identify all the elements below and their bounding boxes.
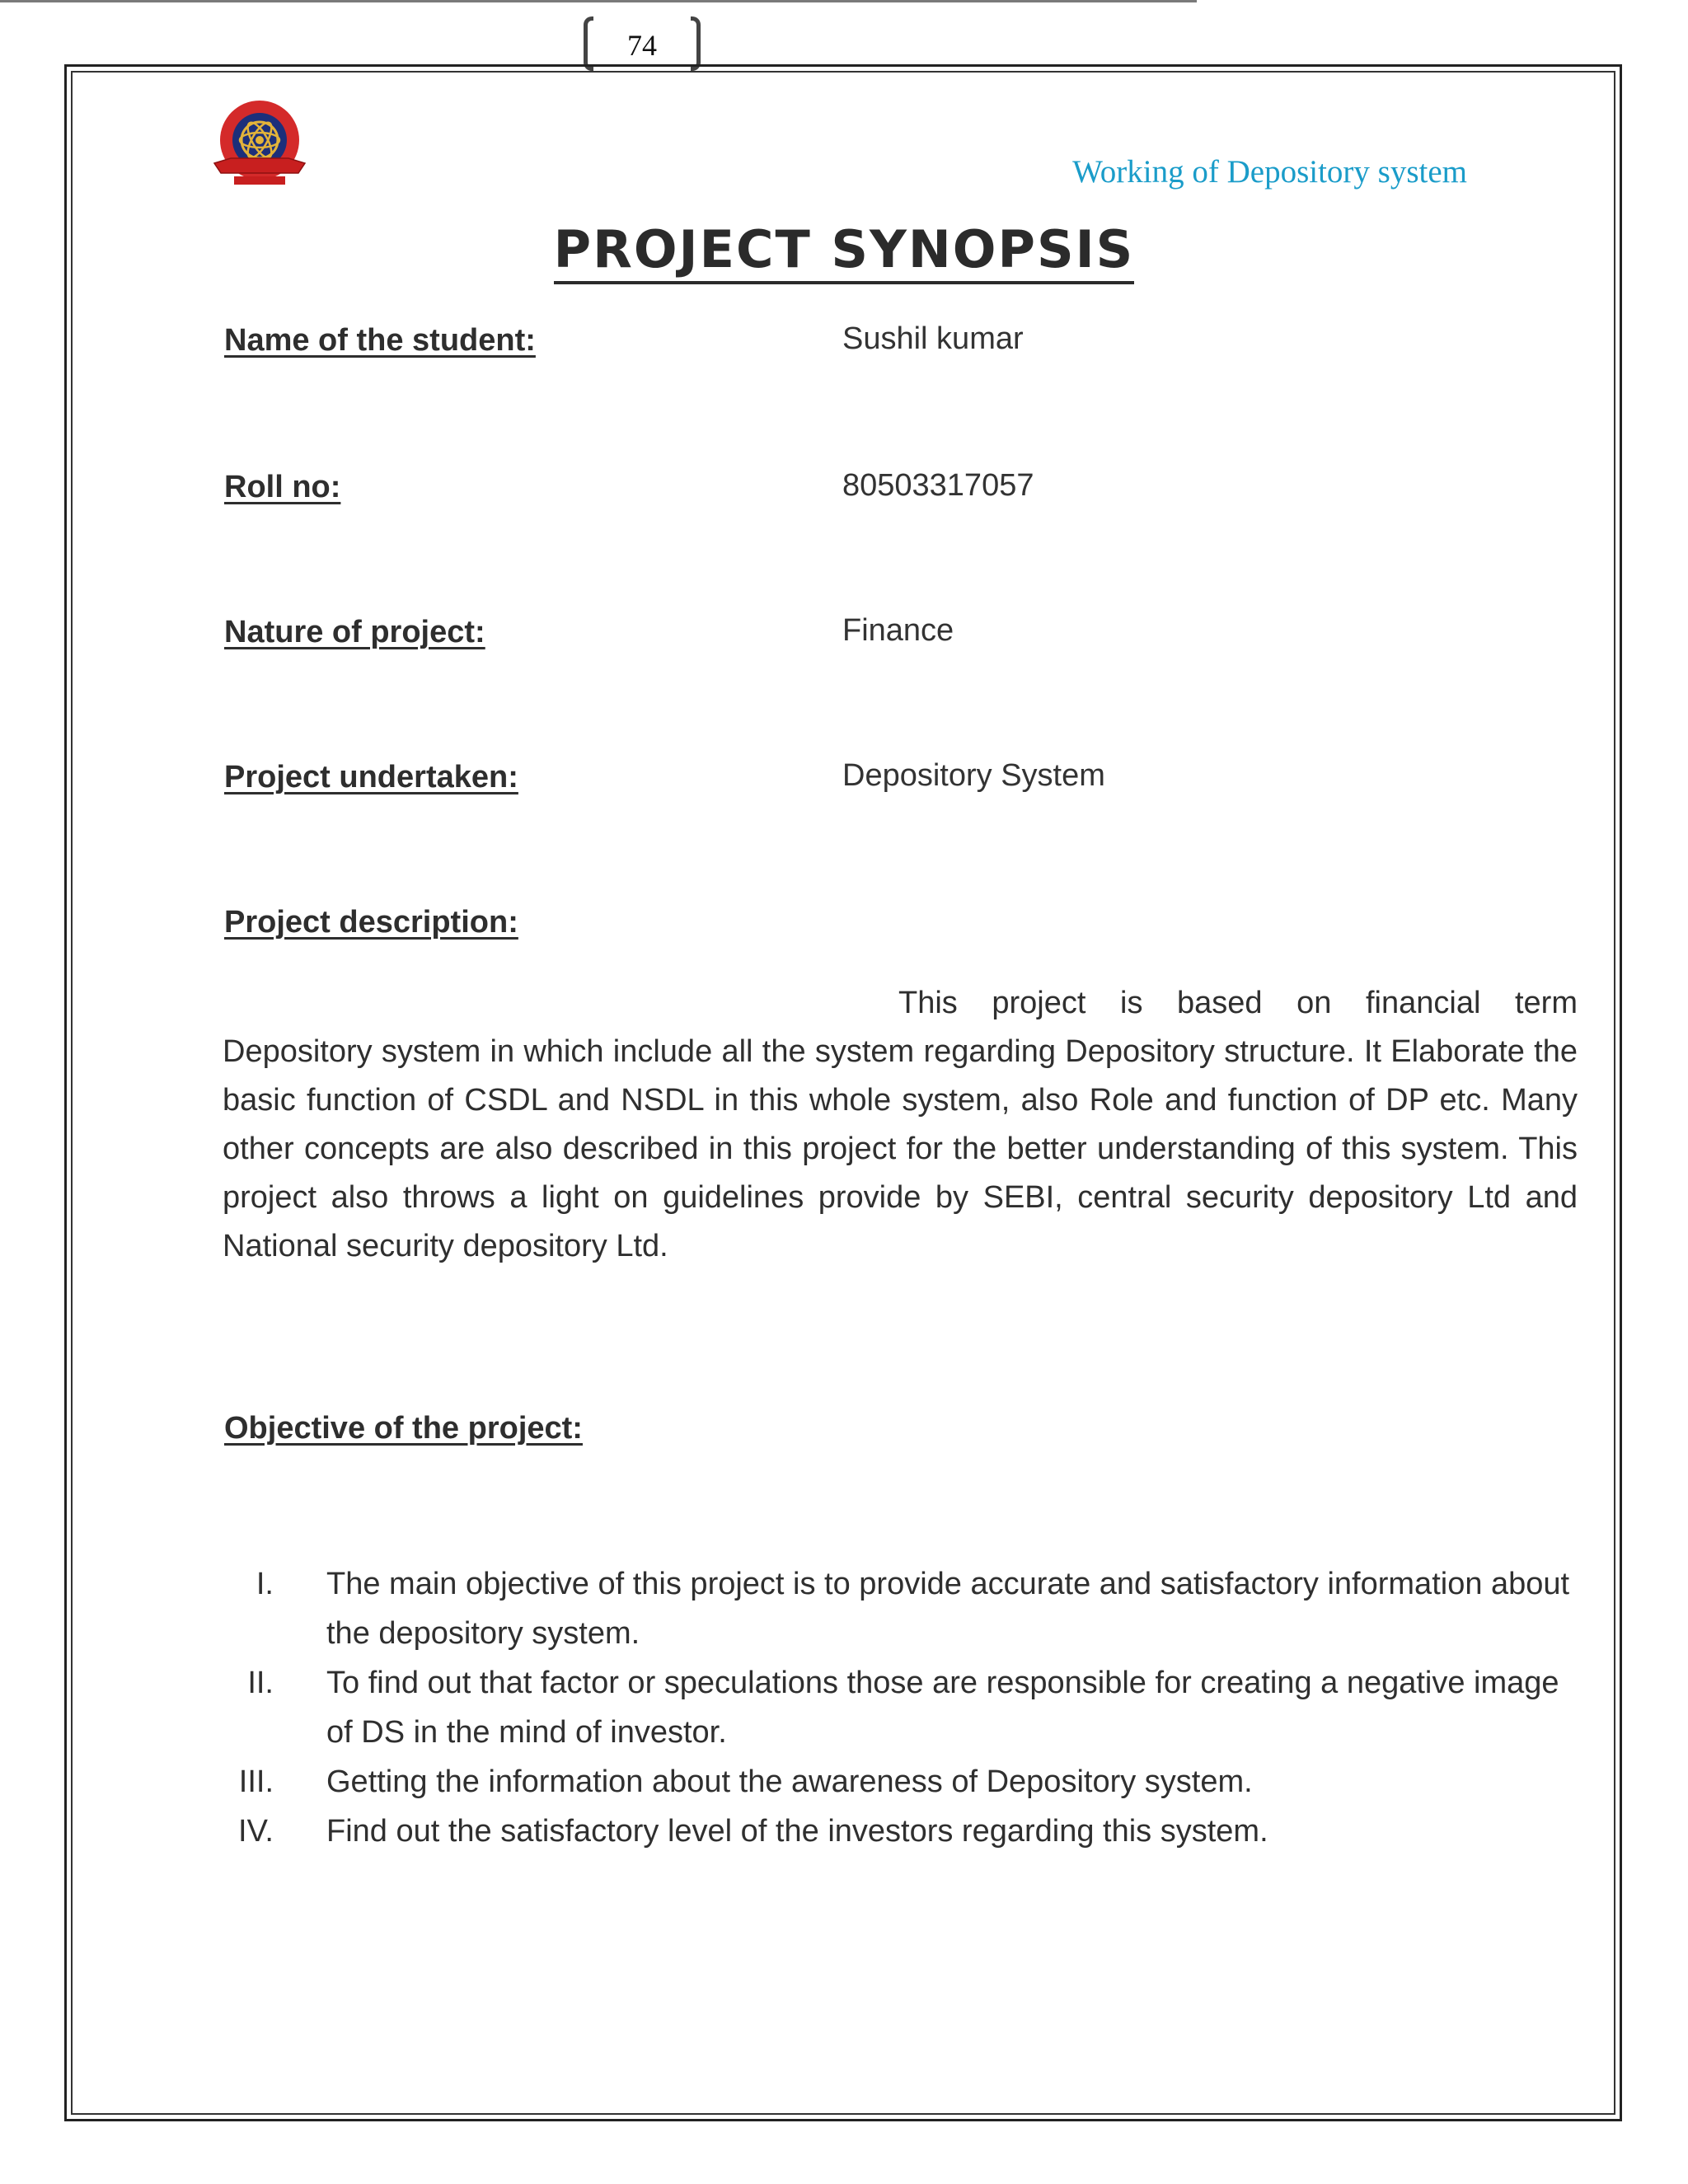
project-description-label: Project description:: [224, 905, 518, 940]
list-item: [223, 1658, 1582, 1757]
project-undertaken-value: Depository System: [842, 758, 1105, 793]
page-number: 74: [627, 29, 657, 62]
objective-list: [223, 1559, 1582, 1856]
list-item-text: To find out that factor or speculations those are responsible for creating a negative image of DS in the mind of investor.: [326, 1666, 1559, 1750]
roll-no-label: Roll no:: [224, 470, 341, 504]
student-name-value: Sushil kumar: [842, 321, 1024, 356]
page-title: PROJECT SYNOPSIS: [0, 219, 1688, 279]
student-name-label: Name of the student:: [224, 323, 536, 358]
list-item-text: The main objective of this project is to provide accurate and satisfactory information about the depository system.: [326, 1567, 1570, 1651]
list-item: [223, 1757, 1582, 1807]
list-item-text: Getting the information about the awareness of Depository system.: [326, 1765, 1253, 1799]
list-item-text: Find out the satisfactory level of the investors regarding this system.: [326, 1814, 1268, 1849]
list-item: [223, 1559, 1582, 1658]
list-item-number: IV.: [238, 1814, 274, 1849]
running-header-title: Working of Depository system: [1072, 154, 1467, 190]
project-undertaken-label: Project undertaken:: [224, 760, 518, 794]
nature-of-project-label: Nature of project:: [224, 615, 485, 649]
top-rule: [0, 0, 1197, 2]
list-item-number: III.: [238, 1765, 274, 1799]
list-item-number: I.: [256, 1567, 274, 1601]
project-description-text: This project is based on financial term Depository system in which include all the system regarding Depository structure. It Elaborate the basic function of CSDL and NSDL in this whole system, also Role and function of DP etc. Many other concepts are also described in this project for the better understanding of this system. This project also throws a light on guidelines provide by SEBI, central security depository Ltd and National security depository Ltd.: [223, 986, 1578, 1263]
list-item: [223, 1807, 1582, 1856]
roll-no-value: 80503317057: [842, 468, 1034, 503]
university-seal-icon: [206, 97, 313, 190]
list-item-number: II.: [247, 1666, 274, 1700]
nature-of-project-value: Finance: [842, 613, 954, 648]
objective-label: Objective of the project:: [224, 1411, 583, 1446]
